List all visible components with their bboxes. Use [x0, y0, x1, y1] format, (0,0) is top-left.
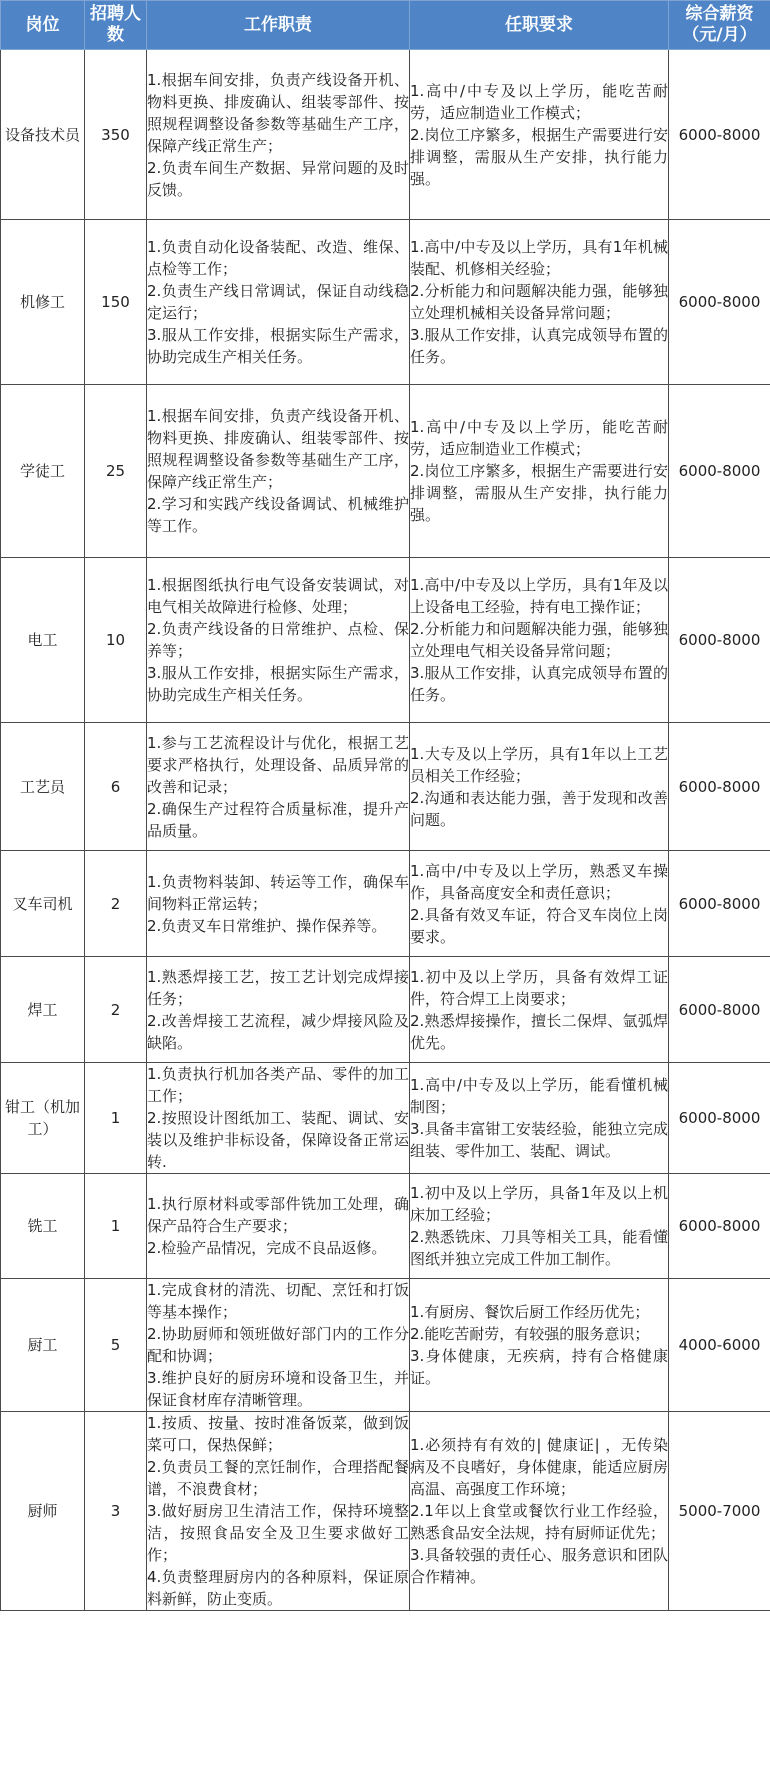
requirement-item: 2.熟悉焊接操作，擅长二保焊、氩弧焊优先。 [410, 1011, 668, 1052]
requirements-cell [410, 723, 669, 851]
position-cell: 工艺员 [1, 723, 85, 851]
table-row [1, 1174, 770, 1279]
duties-cell [147, 1063, 410, 1174]
duty-item: 3.做好厨房卫生清洁工作，保持环境整洁，按照食品安全及卫生要求做好工作； [147, 1502, 409, 1564]
requirement-item: 1.高中/中专及以上学历，具有1年及以上设备电工经验，持有电工操作证； [410, 576, 668, 616]
requirement-item: 2.1年以上食堂或餐饮行业工作经验，熟悉食品安全法规，持有厨师证优先； [410, 1502, 668, 1542]
position-cell: 叉车司机 [1, 851, 85, 957]
position-cell: 学徒工 [1, 385, 85, 558]
requirement-item: 1.初中及以上学历，具备1年及以上机床加工经验； [410, 1184, 668, 1224]
duty-item: 2.改善焊接工艺流程，减少焊接风险及缺陷。 [147, 1011, 409, 1052]
requirements-cell [410, 385, 669, 558]
requirement-item: 3.具备较强的责任心、服务意识和团队合作精神。 [410, 1546, 668, 1586]
header-salary: 综合薪资（元/月） [669, 1, 770, 50]
duties-cell [147, 385, 410, 558]
requirements-cell [410, 220, 669, 385]
requirements-cell [410, 1174, 669, 1279]
table-row [1, 1063, 770, 1174]
requirements-cell [410, 558, 669, 723]
salary-cell: 6000-8000 [669, 385, 770, 558]
salary-cell: 6000-8000 [669, 723, 770, 851]
duty-item: 2.负责叉车日常维护、操作保养等。 [147, 916, 387, 935]
header-requirements: 任职要求 [410, 1, 669, 50]
table-row [1, 723, 770, 851]
requirements-cell [410, 50, 669, 220]
requirement-item: 1.高中/中专及以上学历，能看懂机械制图； [410, 1076, 668, 1116]
duty-item: 3.服从工作安排，根据实际生产需求，协助完成生产相关任务。 [147, 326, 409, 366]
duty-item: 3.服从工作安排，根据实际生产需求，协助完成生产相关任务。 [147, 664, 409, 704]
position-cell: 设备技术员 [1, 50, 85, 220]
duty-item: 1.根据车间安排，负责产线设备开机、物料更换、排废确认、组装零部件、按照规程调整设备参数等基础生产工序，保障产线正常生产； [147, 70, 409, 155]
requirement-item: 2.熟悉铣床、刀具等相关工具，能看懂图纸并独立完成工件加工制作。 [410, 1228, 668, 1268]
position-cell: 铣工 [1, 1174, 85, 1279]
duty-item: 2.按照设计图纸加工、装配、调试、安装以及维护非标设备，保障设备正常运转. [147, 1109, 409, 1171]
position-cell: 机修工 [1, 220, 85, 385]
requirement-item: 2.分析能力和问题解决能力强，能够独立处理电气相关设备异常问题； [410, 620, 668, 660]
salary-cell: 6000-8000 [669, 220, 770, 385]
count-cell: 3 [85, 1412, 147, 1611]
count-cell: 350 [85, 50, 147, 220]
duty-item: 2.学习和实践产线设备调试、机械维护等工作。 [147, 495, 409, 535]
duty-item: 2.负责车间生产数据、异常问题的及时反馈。 [147, 158, 409, 199]
duties-cell [147, 50, 410, 220]
requirement-item: 2.岗位工序繁多，根据生产需要进行安排调整，需服从生产安排，执行能力强。 [410, 462, 668, 524]
requirement-item: 2.具备有效叉车证，符合叉车岗位上岗要求。 [410, 905, 668, 946]
requirement-item: 2.沟通和表达能力强，善于发现和改善问题。 [410, 788, 668, 829]
duty-item: 3.维护良好的厨房环境和设备卫生，并保证食材库存清晰管理。 [147, 1369, 409, 1409]
requirements-cell [410, 1063, 669, 1174]
salary-cell: 6000-8000 [669, 1174, 770, 1279]
requirement-item: 1.高中/中专及以上学历，具有1年机械装配、机修相关经验； [410, 238, 668, 278]
header-count: 招聘人数 [85, 1, 147, 50]
requirement-item: 1.高中/中专及以上学历，能吃苦耐劳，适应制造业工作模式； [410, 81, 668, 122]
duty-item: 2.负责产线设备的日常维护、点检、保养等； [147, 620, 409, 660]
salary-cell: 6000-8000 [669, 957, 770, 1063]
duty-item: 2.负责员工餐的烹饪制作，合理搭配餐谱，不浪费食材； [147, 1458, 409, 1498]
requirement-item: 1.有厨房、餐饮后厨工作经历优先； [410, 1303, 650, 1321]
requirement-item: 1.初中及以上学历，具备有效焊工证件，符合焊工上岗要求； [410, 967, 668, 1008]
salary-cell: 5000-7000 [669, 1412, 770, 1611]
requirements-cell [410, 1279, 669, 1412]
duties-cell [147, 1279, 410, 1412]
requirement-item: 3.具备丰富钳工安装经验，能独立完成组装、零件加工、装配、调试。 [410, 1120, 668, 1160]
count-cell: 5 [85, 1279, 147, 1412]
requirement-item: 3.服从工作安排，认真完成领导布置的任务。 [410, 664, 668, 704]
duties-cell [147, 957, 410, 1063]
duty-item: 2.检验产品情况，完成不良品返修。 [147, 1239, 387, 1257]
duty-item: 1.负责物料装卸、转运等工作，确保车间物料正常运转； [147, 872, 409, 913]
requirements-cell [410, 851, 669, 957]
header-duties: 工作职责 [147, 1, 410, 50]
duty-item: 4.负责整理厨房内的各种原料，保证原料新鲜，防止变质。 [147, 1568, 409, 1608]
duty-item: 1.熟悉焊接工艺，按工艺计划完成焊接任务； [147, 967, 409, 1008]
salary-cell: 6000-8000 [669, 558, 770, 723]
table-row [1, 1279, 770, 1412]
count-cell: 10 [85, 558, 147, 723]
duty-item: 2.负责生产线日常调试，保证自动线稳定运行； [147, 282, 409, 322]
duty-item: 1.根据图纸执行电气设备安装调试，对电气相关故障进行检修、处理； [147, 576, 409, 616]
duty-item: 1.根据车间安排，负责产线设备开机、物料更换、排废确认、组装零部件、按照规程调整设备参数等基础生产工序，保障产线正常生产； [147, 407, 409, 491]
count-cell: 2 [85, 957, 147, 1063]
position-cell: 电工 [1, 558, 85, 723]
requirement-item: 2.能吃苦耐劳，有较强的服务意识； [410, 1325, 650, 1343]
salary-cell: 6000-8000 [669, 851, 770, 957]
requirement-item: 3.身体健康，无疾病，持有合格健康证。 [410, 1347, 668, 1387]
count-cell: 1 [85, 1063, 147, 1174]
requirement-item: 3.服从工作安排，认真完成领导布置的任务。 [410, 326, 668, 366]
header-position: 岗位 [1, 1, 85, 50]
position-cell: 厨师 [1, 1412, 85, 1611]
requirements-cell [410, 1412, 669, 1611]
requirement-item: 2.分析能力和问题解决能力强，能够独立处理机械相关设备异常问题； [410, 282, 668, 322]
table-row [1, 50, 770, 220]
table-row [1, 1412, 770, 1611]
count-cell: 1 [85, 1174, 147, 1279]
position-cell: 厨工 [1, 1279, 85, 1412]
header-row [1, 1, 770, 50]
requirement-item: 1.必须持有有效的| 健康证| ，无传染病及不良嗜好，身体健康，能适应厨房高温、高强度工作环境； [410, 1436, 668, 1498]
duties-cell [147, 851, 410, 957]
duty-item: 1.负责自动化设备装配、改造、维保、点检等工作； [147, 238, 409, 278]
duties-cell [147, 1412, 410, 1611]
table-row [1, 220, 770, 385]
requirement-item: 1.高中/中专及以上学历，能吃苦耐劳，适应制造业工作模式； [410, 418, 668, 458]
requirements-cell [410, 957, 669, 1063]
duties-cell [147, 1174, 410, 1279]
duty-item: 1.参与工艺流程设计与优化，根据工艺要求严格执行，处理设备、品质异常的改善和记录； [147, 733, 409, 796]
requirement-item: 2.岗位工序繁多，根据生产需要进行安排调整，需服从生产安排，执行能力强。 [410, 125, 668, 188]
table-body [1, 50, 770, 1611]
duty-item: 1.按质、按量、按时准备饭菜，做到饭菜可口，保热保鲜； [147, 1414, 409, 1454]
duties-cell [147, 220, 410, 385]
duty-item: 1.完成食材的清洗、切配、烹饪和打饭等基本操作； [147, 1281, 409, 1321]
count-cell: 25 [85, 385, 147, 558]
duty-item: 2.确保生产过程符合质量标准，提升产品质量。 [147, 799, 409, 840]
duties-cell [147, 558, 410, 723]
salary-cell: 4000-6000 [669, 1279, 770, 1412]
requirement-item: 1.高中/中专及以上学历，熟悉叉车操作，具备高度安全和责任意识； [410, 861, 668, 902]
duty-item: 1.负责执行机加各类产品、零件的加工工作； [147, 1065, 409, 1105]
salary-cell: 6000-8000 [669, 1063, 770, 1174]
count-cell: 2 [85, 851, 147, 957]
position-cell: 钳工（机加工） [1, 1063, 85, 1174]
duties-cell [147, 723, 410, 851]
count-cell: 150 [85, 220, 147, 385]
table-row [1, 385, 770, 558]
table-row [1, 957, 770, 1063]
table-row [1, 851, 770, 957]
duty-item: 2.协助厨师和领班做好部门内的工作分配和协调； [147, 1325, 409, 1365]
requirement-item: 1.大专及以上学历，具有1年以上工艺员相关工作经验； [410, 744, 668, 785]
table-row [1, 558, 770, 723]
position-cell: 焊工 [1, 957, 85, 1063]
salary-cell: 6000-8000 [669, 50, 770, 220]
duty-item: 1.执行原材料或零部件铣加工处理，确保产品符合生产要求； [147, 1195, 409, 1235]
count-cell: 6 [85, 723, 147, 851]
